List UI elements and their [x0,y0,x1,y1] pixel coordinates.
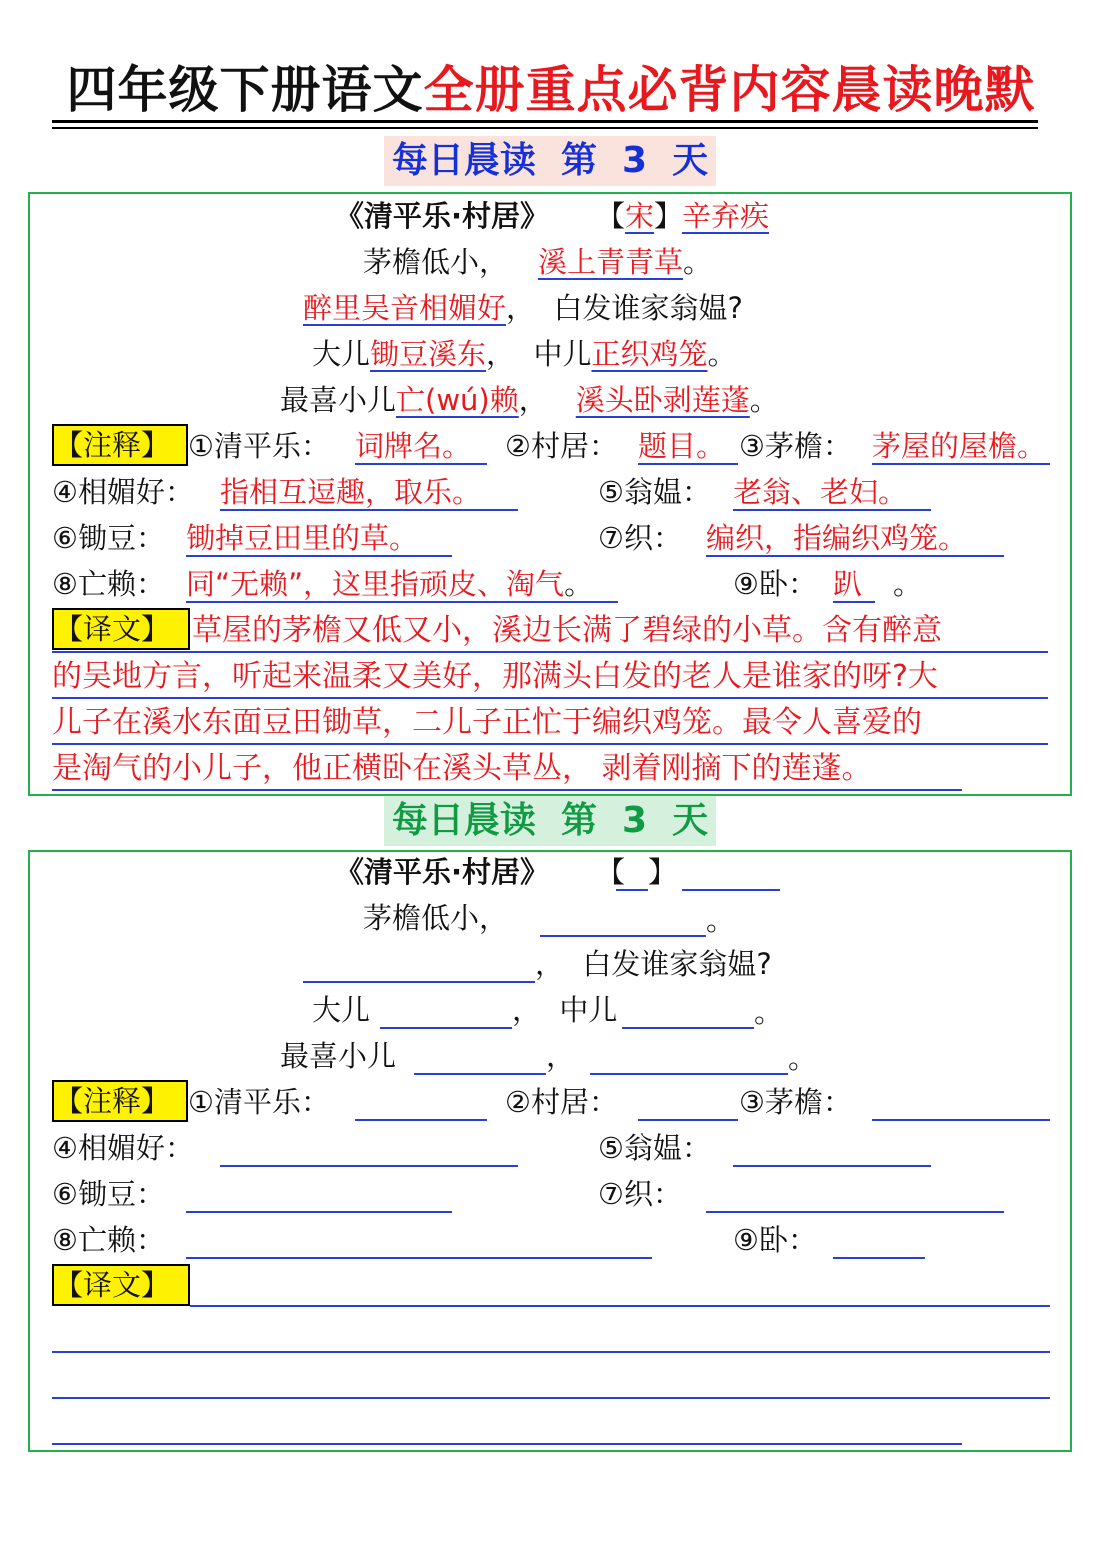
line3-a: 大儿 [312,337,371,371]
line1-text: 茅檐低小， [363,245,509,279]
line3-answer-1: 锄豆溪东 [370,337,487,371]
ws-note-4-blank[interactable] [220,1165,518,1167]
translation-line-3: 儿子在溪水东面豆田锄草，二儿子正忙于编织鸡笼。最令人喜爱的 [52,705,922,740]
ws-note-2-blank[interactable] [638,1119,738,1121]
title-black: 四年级下册语文 [66,61,424,119]
ws-note-7-label: ⑦织： [598,1177,682,1211]
ws-note-8-label: ⑧亡赖： [52,1223,165,1257]
title-rule-thick [52,120,1038,123]
line3-c: ， 中儿 [486,337,592,371]
note-8-value: 同“无赖”，这里指顽皮、淘气 [186,567,565,601]
line1-period: 。 [683,245,713,279]
line4-a: 最喜小儿 [280,383,397,417]
ws-line-4-blank-2[interactable] [590,1073,788,1075]
note-2-underline [638,463,738,465]
note-1-underline [355,463,487,465]
poem-line-1 [363,242,712,282]
ws-line-1-blank[interactable] [540,935,706,937]
line3-period: 。 [707,337,737,371]
ws-translation-blank-3[interactable] [52,1397,1050,1399]
ws-line-3-c: ， 中儿 [512,993,618,1027]
translation-tag-1: 【译文】 [52,608,190,650]
note-9-underline [833,601,875,603]
ws-note-9-label: ⑨卧： [733,1223,817,1257]
line4-answer-1: 亡(wú)赖 [396,383,519,417]
ws-translation-blank-2[interactable] [52,1351,1050,1353]
ws-line-3-period: 。 [754,995,784,1029]
note-7-underline [706,555,1004,557]
dynasty-value: 宋 [625,199,655,233]
translation-rule-2 [52,697,1048,699]
note-9-value: 趴 [833,567,863,601]
note-1-label: ①清平乐： [188,429,330,463]
line4-period: 。 [749,383,779,417]
translation-rule-1 [52,651,1048,653]
bracket-close: 】 [654,199,684,233]
ws-line-1-period: 。 [706,903,736,937]
poem-line-4 [280,380,779,420]
ws-line-3-a: 大儿 [312,993,371,1027]
day-banner-2: 每日晨读 第 3 天 [384,796,716,846]
ws-note-1-blank[interactable] [355,1119,487,1121]
ws-note-6-blank[interactable] [186,1211,452,1213]
ws-line-2-text: ， 白发谁家翁媪? [535,947,772,981]
translation-line-1: 草屋的茅檐又低又小，溪边长满了碧绿的小草。含有醉意 [192,613,942,648]
note-4-value: 指相互逗趣，取乐。 [220,475,482,509]
ws-line-4-blank-1[interactable] [414,1073,546,1075]
note-8-underline [186,601,618,603]
ws-note-9-blank[interactable] [833,1257,925,1259]
poem-title-2: 《清平乐·村居》 [335,855,550,889]
ws-note-3-label: ③茅檐： [739,1085,852,1119]
translation-tag-2: 【译文】 [52,1264,190,1306]
note-4-label: ④相媚好： [52,475,194,509]
note-3-label: ③茅檐： [739,429,852,463]
note-9-label: ⑨卧： [733,567,817,601]
note-2-value: 题目。 [638,429,726,463]
notes-tag-1: 【注释】 [52,424,188,466]
note-8-period: 。 [564,567,594,601]
ws-note-6-label: ⑥锄豆： [52,1177,165,1211]
note-6-value: 锄掉豆田里的草。 [186,521,419,555]
note-6-label: ⑥锄豆： [52,521,165,555]
line2-text: ， 白发谁家翁媪? [506,291,743,325]
title-red: 全册重点必背内容晨读晚默 [423,61,1036,119]
note-5-label: ⑤翁媪： [598,475,711,509]
ws-note-3-blank[interactable] [872,1119,1050,1121]
ws-line-3-blank-2[interactable] [622,1027,754,1029]
note-9-period: 。 [893,567,923,601]
translation-line-2: 的吴地方言，听起来温柔又美好，那满头白发的老人是谁家的呀?大 [52,659,938,694]
ws-note-5-label: ⑤翁媪： [598,1131,711,1165]
ws-note-7-blank[interactable] [706,1211,1004,1213]
ws-line-4-a: 最喜小儿 [280,1039,397,1073]
dynasty-blank[interactable] [616,889,648,891]
page-title [0,58,1102,122]
ws-line-1-text: 茅檐低小， [363,901,509,935]
bracket-open: 【 [596,199,626,233]
bracket-close-2: 】 [648,855,678,889]
note-8-label: ⑧亡赖： [52,567,165,601]
line1-answer: 溪上青青草 [538,245,684,279]
dynasty-1 [596,196,683,236]
note-5-underline [733,509,931,511]
note-5-value: 老翁、老妇。 [733,475,908,509]
poem-line-3 [312,334,737,374]
translation-rule-4 [52,789,962,791]
note-3-value: 茅屋的屋檐。 [872,429,1047,463]
line3-answer-2: 正织鸡笼 [591,337,708,371]
note-4-underline [220,509,518,511]
ws-note-1-label: ①清平乐： [188,1085,330,1119]
author-1: 辛弃疾 [682,199,770,233]
translation-rule-3 [52,743,1048,745]
ws-note-5-blank[interactable] [733,1165,931,1167]
line2-answer: 醉里吴音相媚好 [303,291,507,325]
note-8-value-wrap [186,564,593,604]
ws-note-2-label: ②村居： [505,1085,618,1119]
note-6-underline [186,555,452,557]
day-banner-1: 每日晨读 第 3 天 [384,136,716,186]
ws-translation-blank-1[interactable] [190,1305,1050,1307]
note-7-value: 编织，指编织鸡笼。 [706,521,968,555]
ws-translation-blank-4[interactable] [52,1443,962,1445]
line4-comma: ， [518,383,548,417]
note-3-underline [872,463,1050,465]
ws-line-2-blank[interactable] [303,981,535,983]
translation-line-4: 是淘气的小儿子，他正横卧在溪头草丛， 剥着刚摘下的莲蓬。 [52,751,872,786]
line4-answer-2: 溪头卧剥莲蓬 [575,383,750,417]
author-blank[interactable] [682,889,780,891]
ws-note-4-label: ④相媚好： [52,1131,194,1165]
poem-title-1: 《清平乐·村居》 [335,199,550,233]
poem-line-2 [303,288,743,328]
note-1-value: 词牌名。 [355,429,472,463]
notes-tag-2: 【注释】 [52,1080,188,1122]
ws-line-4-period: 。 [788,1041,818,1075]
ws-note-8-blank[interactable] [186,1257,652,1259]
ws-line-3-blank-1[interactable] [380,1027,512,1029]
ws-line-4-comma: ， [546,1039,576,1073]
title-rule-thin [52,127,1038,129]
note-2-label: ②村居： [505,429,618,463]
note-7-label: ⑦织： [598,521,682,555]
bracket-open-2: 【 [596,855,626,889]
